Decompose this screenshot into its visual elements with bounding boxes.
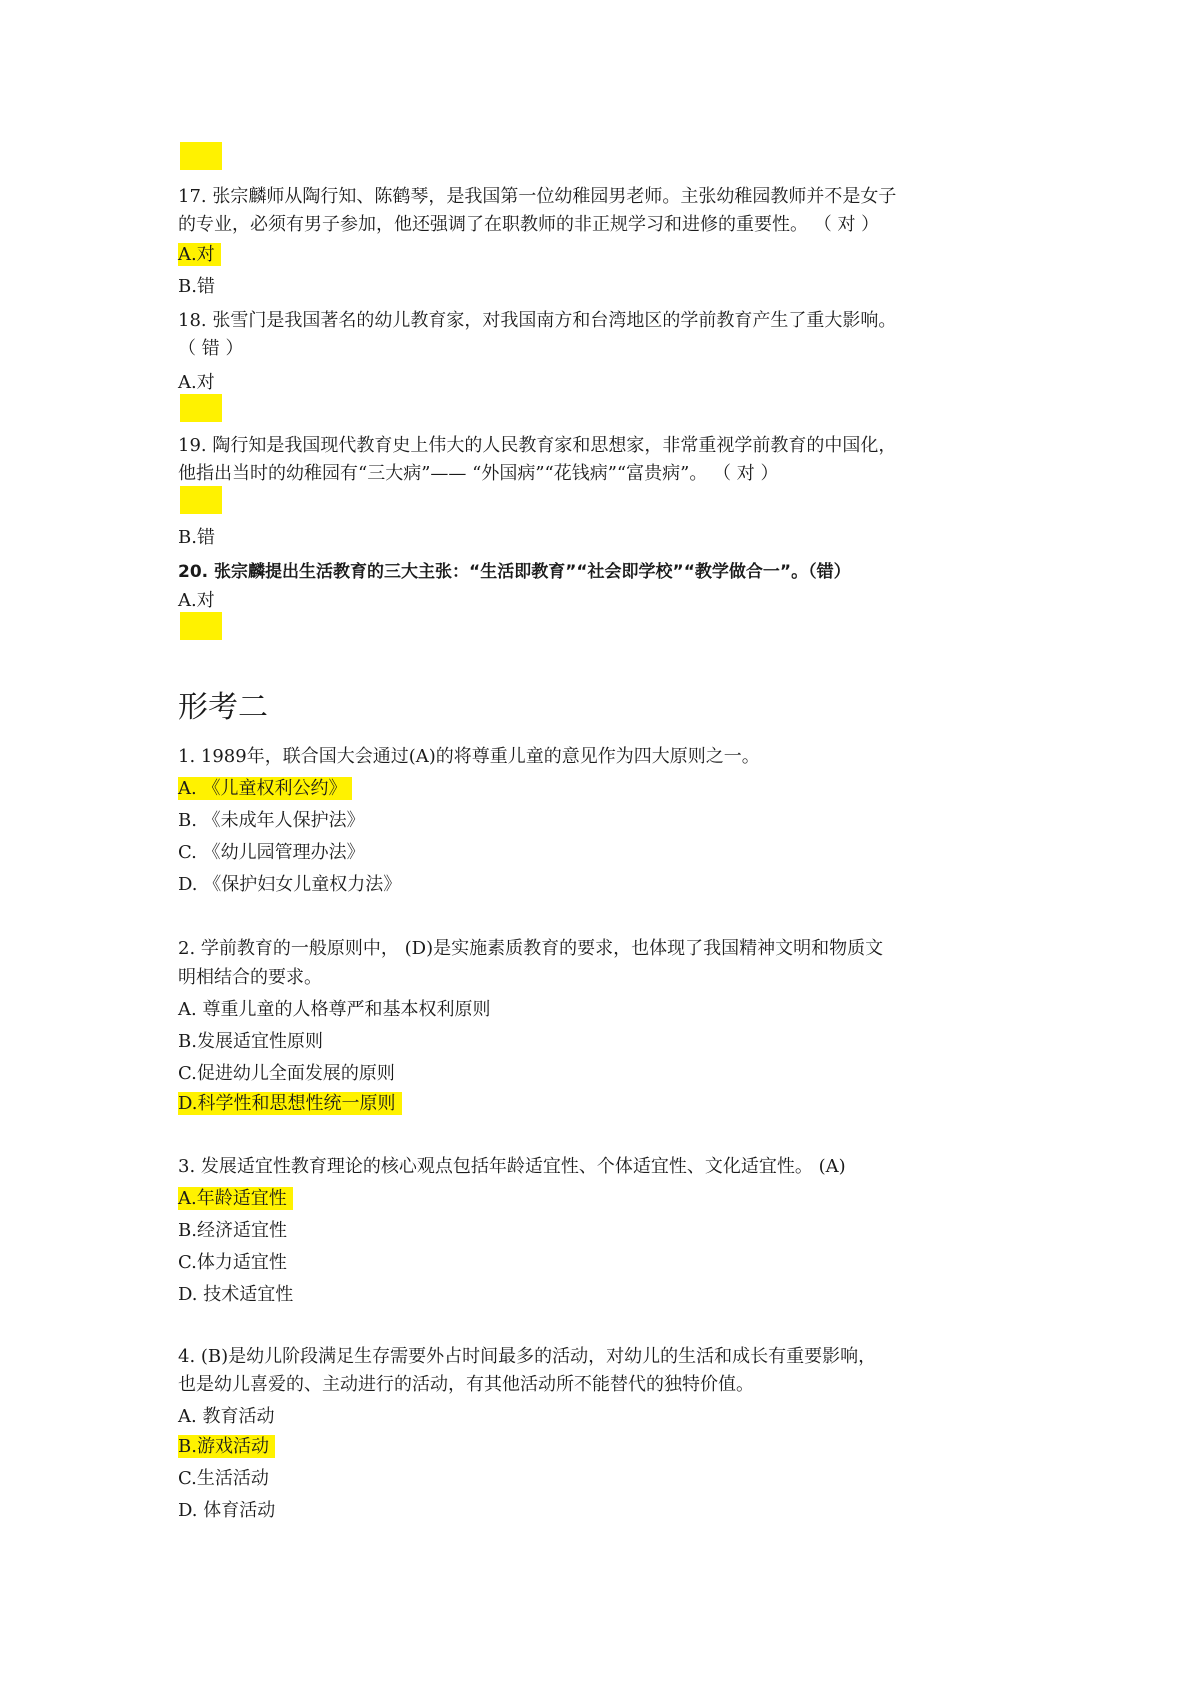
q4-option-a: A. 教育活动 (178, 1406, 275, 1427)
q18-stem-line2: （ 错 ） (178, 338, 244, 359)
q17-stem-line2: 的专业，必须有男子参加，他还强调了在职教师的非正规学习和进修的重要性。 （ 对 ） (178, 214, 880, 235)
q1-option-b: B. 《未成年人保护法》 (178, 810, 365, 831)
section-heading: 形考二 (178, 690, 268, 725)
q2-option-b: B.发展适宜性原则 (178, 1031, 323, 1052)
highlighted-answer: A.对 (178, 243, 221, 266)
q1-option-d: D. 《保护妇女儿童权力法》 (178, 874, 402, 895)
q3-option-b: B.经济适宜性 (178, 1220, 287, 1241)
answer-highlight-blank (180, 142, 222, 170)
q3-option-a (178, 1187, 293, 1211)
highlighted-answer: A. 《儿童权利公约》 (178, 777, 352, 800)
q20-option-a: A.对 (178, 590, 215, 611)
answer-highlight-blank (180, 486, 222, 514)
q3-stem: 3. 发展适宜性教育理论的核心观点包括年龄适宜性、个体适宜性、文化适宜性。 (A) (178, 1156, 846, 1177)
answer-highlight-blank (180, 394, 222, 422)
q1-option-c: C. 《幼儿园管理办法》 (178, 842, 365, 863)
q1-stem: 1. 1989年，联合国大会通过(A)的将尊重儿童的意见作为四大原则之一。 (178, 746, 760, 767)
highlighted-answer: B.游戏活动 (178, 1435, 275, 1458)
q2-stem-line1: 2. 学前教育的一般原则中， (D)是实施素质教育的要求，也体现了我国精神文明和物质文 (178, 938, 884, 959)
q17-option-b: B.错 (178, 276, 215, 297)
q20-stem: 20. 张宗麟提出生活教育的三大主张：“生活即教育”“社会即学校”“教学做合一”。（错） (178, 562, 851, 582)
q3-option-c: C.体力适宜性 (178, 1252, 287, 1273)
highlighted-answer: A.年龄适宜性 (178, 1187, 293, 1210)
q4-option-c: C.生活活动 (178, 1468, 269, 1489)
q2-stem-line2: 明相结合的要求。 (178, 967, 322, 988)
q2-option-c: C.促进幼儿全面发展的原则 (178, 1063, 395, 1084)
q19-option-b: B.错 (178, 527, 215, 548)
q2-option-d (178, 1092, 402, 1116)
answer-highlight-blank (180, 612, 222, 640)
q4-option-b (178, 1435, 275, 1459)
q2-option-a: A. 尊重儿童的人格尊严和基本权利原则 (178, 999, 491, 1020)
q3-option-d: D. 技术适宜性 (178, 1284, 294, 1305)
q17-option-a (178, 243, 221, 267)
q1-option-a (178, 777, 352, 801)
q4-option-d: D. 体育活动 (178, 1500, 276, 1521)
q17-stem-line1: 17. 张宗麟师从陶行知、陈鹤琴，是我国第一位幼稚园男老师。主张幼稚园教师并不是女子 (178, 186, 897, 207)
q4-stem-line1: 4. (B)是幼儿阶段满足生存需要外占时间最多的活动，对幼儿的生活和成长有重要影响， (178, 1346, 877, 1367)
q19-stem-line2: 他指出当时的幼稚园有“三大病”—— “外国病”“花钱病”“富贵病”。 （ 对 ） (178, 463, 779, 484)
highlighted-answer: D.科学性和思想性统一原则 (178, 1092, 402, 1115)
q4-stem-line2: 也是幼儿喜爱的、主动进行的活动，有其他活动所不能替代的独特价值。 (178, 1374, 754, 1395)
q19-stem-line1: 19. 陶行知是我国现代教育史上伟大的人民教育家和思想家，非常重视学前教育的中国化， (178, 435, 897, 456)
q18-stem-line1: 18. 张雪门是我国著名的幼儿教育家，对我国南方和台湾地区的学前教育产生了重大影响。 (178, 310, 897, 331)
q18-option-a: A.对 (178, 372, 215, 393)
